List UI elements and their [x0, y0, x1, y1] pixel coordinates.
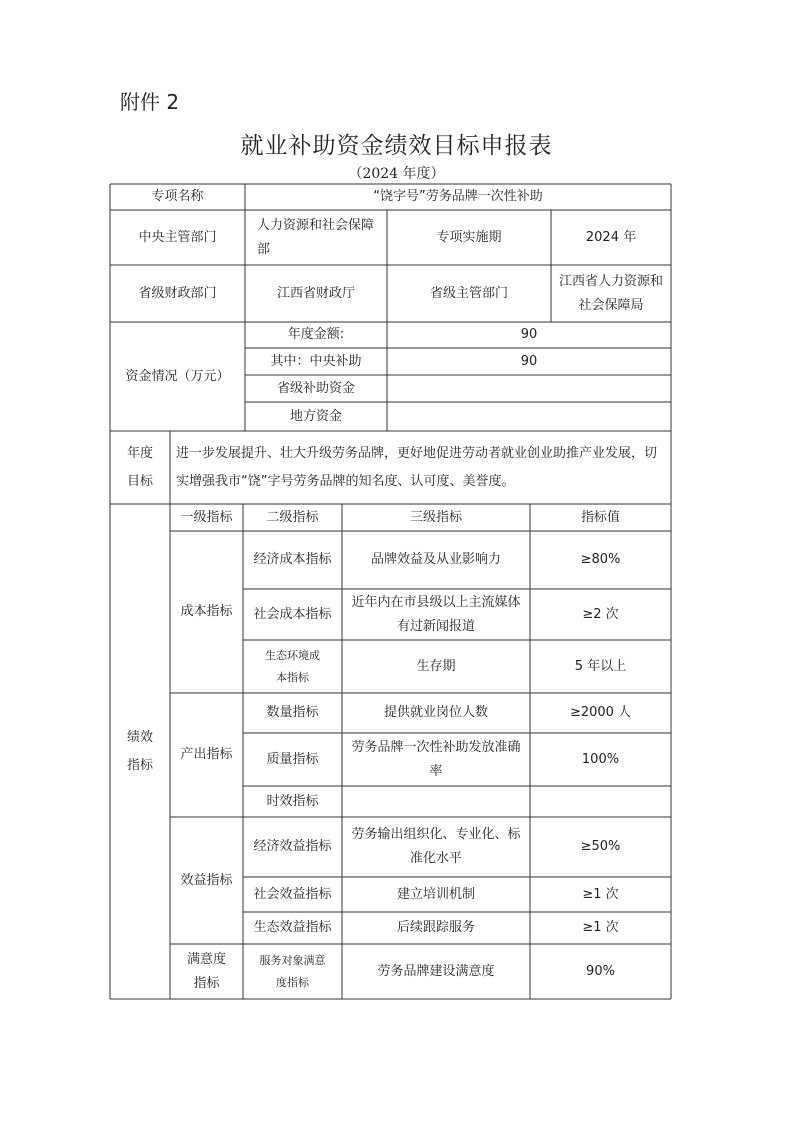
table-row-value: ≥1 次	[582, 886, 619, 902]
central-dept-value: 人力资源和社会保障部	[257, 217, 375, 257]
table-row-value: ≥2000 人	[569, 705, 632, 720]
prov-finance-label: 省级财政部门	[138, 285, 217, 301]
funds-local-value	[387, 402, 671, 431]
table-row-value: ≥50%	[580, 839, 621, 854]
table-row-level2: 社会成本指标	[253, 606, 332, 622]
funds-local-label: 地方资金	[289, 408, 342, 424]
table-row-level2: 数量指标	[266, 705, 319, 720]
funds-annual-label: 年度金额:	[287, 327, 345, 342]
group-cost-label: 成本指标	[180, 604, 233, 619]
header-level1: 一级指标	[180, 509, 233, 525]
prov-finance-value: 江西省财政厅	[276, 285, 355, 301]
table-row-value: ≥1 次	[582, 920, 619, 935]
table-row-level2: 时效指标	[266, 793, 319, 809]
table-row-value: ≥2 次	[582, 606, 619, 622]
indicators-section-label: 绩效指标	[126, 729, 153, 773]
prov-dept-label: 省级主管部门	[429, 285, 508, 301]
table-row-level3: 劳务输出组织化、专业化、标准化水平	[351, 827, 521, 866]
table-row-level2: 社会效益指标	[253, 886, 332, 902]
funds-central-value: 90	[520, 353, 538, 369]
table-row-level3: 劳务品牌一次性补助发放准确率	[351, 739, 521, 779]
table-row-value: 90%	[586, 963, 615, 979]
prov-dept-value: 江西省人力资源和社会保障局	[559, 273, 664, 313]
group-benefit-label: 效益指标	[180, 872, 233, 888]
table-row-value: ≥80%	[580, 552, 621, 567]
table-row-level3: 后续跟踪服务	[396, 920, 475, 935]
table-row-level3: 劳务品牌建设满意度	[377, 963, 495, 979]
table-row-level2: 生态效益指标	[253, 920, 332, 935]
table-row-level3: 近年内在市县级以上主流媒体有过新闻报道	[351, 594, 521, 634]
header-value: 指标值	[580, 509, 620, 525]
header-level2: 二级指标	[266, 509, 319, 525]
document-title: 就业补助资金绩效目标申报表	[240, 133, 553, 159]
period-label: 专项实施期	[436, 229, 502, 245]
goal-label: 年度目标	[126, 445, 153, 489]
year-note: （2024 年度）	[348, 166, 445, 182]
funds-provincial-value	[387, 375, 671, 402]
header-level3: 三级指标	[409, 509, 462, 525]
funds-provincial-label: 省级补助资金	[276, 380, 355, 396]
project-name-value: “饶字号”劳务品牌一次性补助	[373, 189, 543, 204]
project-name-label: 专项名称	[151, 189, 204, 204]
attachment-label: 附件 2	[120, 90, 180, 114]
table-row-level3	[342, 786, 530, 817]
table-row-level3: 建立培训机制	[396, 886, 475, 902]
central-dept-label: 中央主管部门	[138, 229, 217, 245]
table-row-level2: 经济成本指标	[253, 552, 332, 567]
table-row-value	[530, 786, 671, 817]
table-row-level2: 质量指标	[266, 751, 319, 767]
funds-annual-value: 90	[520, 327, 538, 342]
table-row-level2: 服务对象满意度指标	[259, 953, 326, 989]
table-row-value: 100%	[581, 751, 620, 767]
table-row-level2: 生态环境成本指标	[265, 648, 320, 684]
table-row-level3: 品牌效益及从业影响力	[370, 552, 501, 567]
table-row-level2: 经济效益指标	[253, 839, 332, 854]
group-satisfaction-label: 满意度指标	[186, 951, 226, 991]
table-row-value: 5 年以上	[574, 658, 627, 674]
table-row-level3: 提供就业岗位人数	[383, 705, 488, 720]
funds-label: 资金情况（万元）	[125, 368, 230, 384]
goal-text: 进一步发展提升、壮大升级劳务品牌，更好地促进劳动者就业创业助推产业发展，切实增强我市“饶”字号劳务品牌的知名度、认可度、美誉度。	[176, 445, 658, 489]
group-output-label: 产出指标	[180, 747, 233, 762]
table-row-level3: 生存期	[416, 658, 456, 674]
period-value: 2024 年	[585, 229, 637, 245]
funds-central-label: 其中：中央补助	[270, 353, 362, 369]
